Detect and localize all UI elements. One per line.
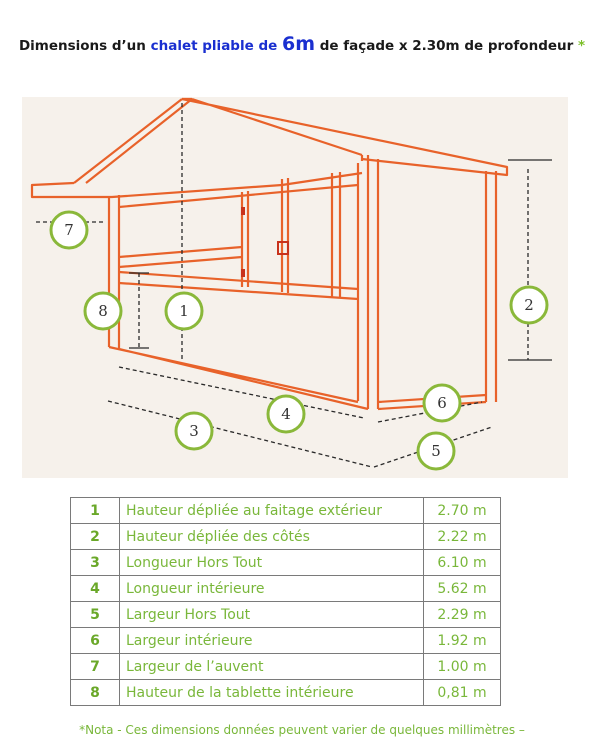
row-number: 7 xyxy=(71,654,120,680)
row-label: Largeur Hors Tout xyxy=(120,602,424,628)
row-label: Largeur de l’auvent xyxy=(120,654,424,680)
row-value: 2.70 m xyxy=(424,498,501,524)
page-title xyxy=(0,33,604,55)
row-label: Hauteur de la tablette intérieure xyxy=(120,680,424,706)
dimensions-table xyxy=(70,497,501,706)
row-number: 5 xyxy=(71,602,120,628)
row-number: 3 xyxy=(71,550,120,576)
row-label: Largeur intérieure xyxy=(120,628,424,654)
table-row xyxy=(71,524,501,550)
row-value: 0,81 m xyxy=(424,680,501,706)
chalet-outline xyxy=(32,99,507,409)
row-label: Hauteur dépliée au faitage extérieur xyxy=(120,498,424,524)
marker-1 xyxy=(166,293,202,329)
marker-8-label: 8 xyxy=(98,302,108,320)
table-row xyxy=(71,550,501,576)
row-value: 6.10 m xyxy=(424,550,501,576)
table-row xyxy=(71,628,501,654)
table-row xyxy=(71,498,501,524)
marker-3-label: 3 xyxy=(189,422,199,440)
row-label: Longueur intérieure xyxy=(120,576,424,602)
marker-4-label: 4 xyxy=(281,405,291,423)
marker-2 xyxy=(511,287,547,323)
title-part-2: chalet pliable de xyxy=(150,38,282,54)
table-row xyxy=(71,654,501,680)
marker-1-label: 1 xyxy=(179,302,189,320)
marker-6 xyxy=(424,385,460,421)
row-value: 1.00 m xyxy=(424,654,501,680)
title-part-1: Dimensions d’un xyxy=(18,38,151,54)
row-value: 2.29 m xyxy=(424,602,501,628)
row-number: 2 xyxy=(71,524,120,550)
marker-7-label: 7 xyxy=(64,221,74,239)
dimension-markers xyxy=(51,212,547,469)
marker-8 xyxy=(85,293,121,329)
marker-2-label: 2 xyxy=(524,296,534,314)
title-part-4: de façade x 2.30m de profondeur xyxy=(315,38,578,54)
chalet-drawing xyxy=(22,97,568,478)
marker-5 xyxy=(418,433,454,469)
title-part-3: 6m xyxy=(281,33,315,55)
row-number: 1 xyxy=(71,498,120,524)
title-asterisk: * xyxy=(577,38,586,54)
marker-6-label: 6 xyxy=(437,394,447,412)
marker-4 xyxy=(268,396,304,432)
row-number: 4 xyxy=(71,576,120,602)
row-number: 8 xyxy=(71,680,120,706)
table-row xyxy=(71,680,501,706)
row-label: Longueur Hors Tout xyxy=(120,550,424,576)
marker-3 xyxy=(176,413,212,449)
row-number: 6 xyxy=(71,628,120,654)
row-value: 2.22 m xyxy=(424,524,501,550)
marker-7 xyxy=(51,212,87,248)
table-row xyxy=(71,602,501,628)
marker-5-label: 5 xyxy=(431,442,441,460)
chalet-diagram xyxy=(22,97,568,478)
footnote: *Nota - Ces dimensions données peuvent varier de quelques millimètres – xyxy=(79,723,525,737)
row-label: Hauteur dépliée des côtés xyxy=(120,524,424,550)
row-value: 5.62 m xyxy=(424,576,501,602)
table-row xyxy=(71,576,501,602)
row-value: 1.92 m xyxy=(424,628,501,654)
